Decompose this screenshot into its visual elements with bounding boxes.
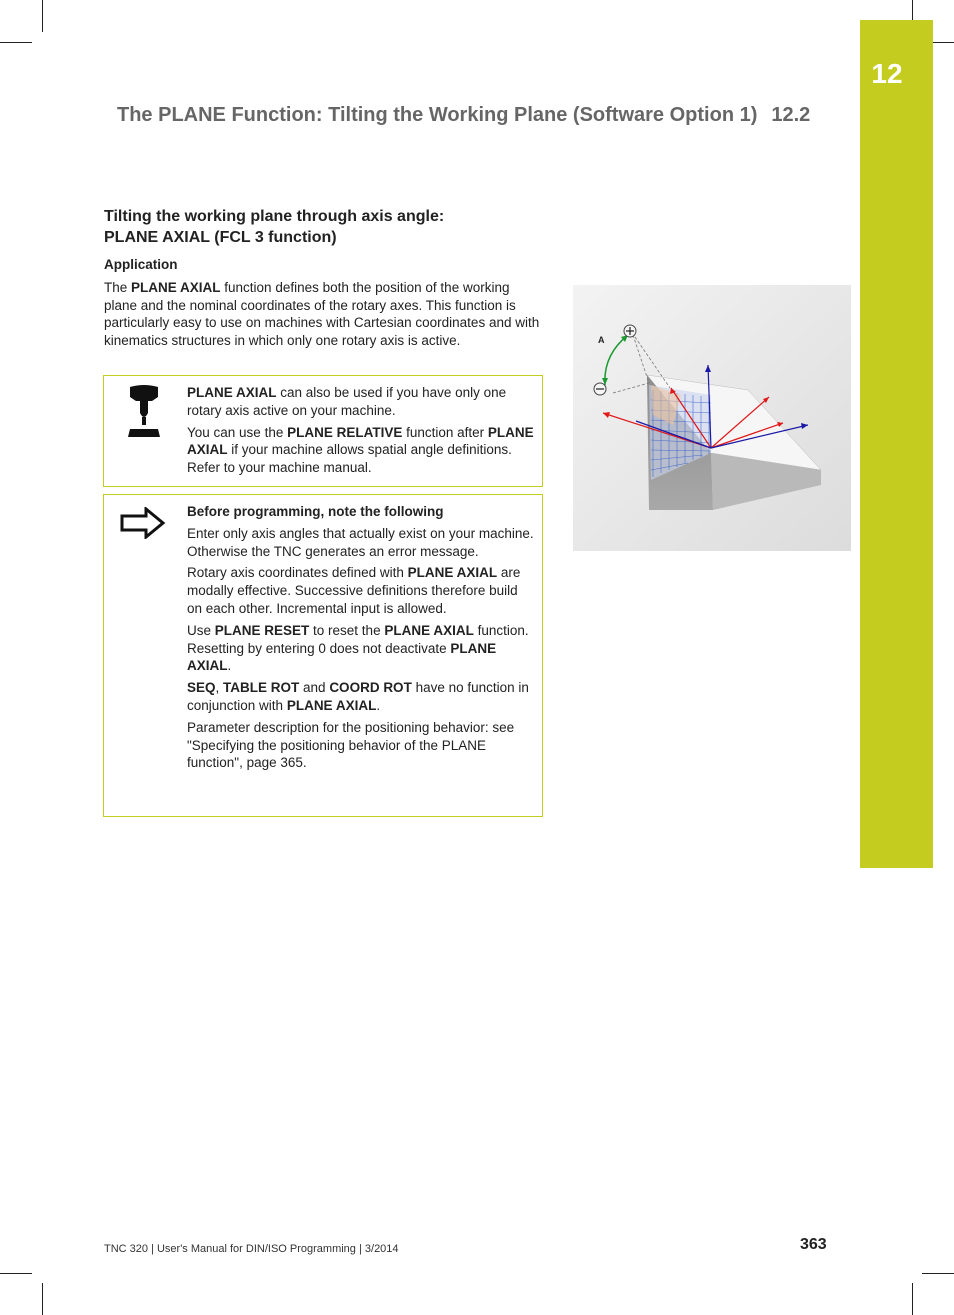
note-text: . (376, 697, 381, 713)
minus-icon (594, 383, 606, 395)
note-text: have no function in conjunction with (187, 680, 529, 713)
keyword: PLANE AXIAL (187, 385, 277, 400)
note-text: to reset the (309, 622, 385, 638)
keyword: PLANE AXIAL (187, 424, 534, 458)
crop-mark (0, 1273, 32, 1274)
keyword: SEQ (187, 680, 216, 696)
crop-mark (922, 1273, 954, 1274)
chapter-number: 12 (871, 58, 903, 89)
keyword: PLANE RELATIVE (287, 424, 403, 440)
plus-icon (624, 325, 636, 337)
subheading: Application (104, 257, 178, 272)
running-head-section: 12.2 (771, 104, 811, 126)
tilted-plane-illustration (573, 285, 851, 551)
running-head (117, 104, 810, 127)
intro-paragraph (104, 279, 546, 349)
intro-text: The (104, 280, 132, 295)
keyword: TABLE ROT (223, 680, 300, 696)
section-heading-line2: PLANE AXIAL (FCL 3 function) (104, 229, 337, 246)
keyword: PLANE AXIAL (286, 697, 377, 713)
note-text: You can use the (187, 424, 288, 440)
note-content (187, 495, 542, 784)
section-heading-line1: Tilting the working plane through axis angle: (104, 208, 445, 225)
note-title: Before programming, note the following (187, 504, 444, 519)
note-text: are modally effective. Successive definitions therefore build on each other. Incremental input is allowed. (187, 565, 521, 616)
note-text: Enter only axis angles that actually exist on your machine. Otherwise the TNC generates an error message. (187, 525, 534, 559)
page-number: 363 (800, 1236, 827, 1253)
note-text: , (215, 680, 224, 696)
note-text: Parameter description for the positioning behavior: see "Specifying the positioning behavior of the PLANE function", page 365. (187, 719, 515, 771)
keyword: COORD ROT (329, 680, 412, 696)
crop-mark (42, 0, 43, 32)
keyword: PLANE AXIAL (131, 280, 221, 295)
note-text: function. Resetting by entering 0 does not deactivate (187, 622, 529, 656)
crop-mark (42, 1283, 43, 1315)
axis-a-label: A (598, 335, 605, 345)
note-text: and (299, 680, 330, 696)
section-heading (104, 206, 444, 248)
crop-mark (0, 42, 32, 43)
keyword: PLANE AXIAL (187, 640, 497, 674)
note-icon-area (104, 495, 186, 816)
keyword: PLANE RESET (214, 622, 310, 638)
chapter-tab (860, 20, 933, 868)
keyword: PLANE AXIAL (384, 622, 474, 638)
note-text: . (227, 658, 232, 674)
page-footer: TNC 320 | User's Manual for DIN/ISO Programming | 3/2014 (104, 1243, 399, 1255)
note-icon-area (104, 376, 186, 486)
note-text: Use (187, 622, 215, 638)
machine-tool-icon (124, 385, 164, 441)
note-text: if your machine allows spatial angle definitions. Refer to your machine manual. (187, 442, 512, 476)
machine-note-box (103, 375, 543, 487)
running-head-title: The PLANE Function: Tilting the Working Plane (Software Option 1) (117, 104, 758, 126)
intro-text: function defines both the position of the working plane and the nominal coordinates of the rotary axes. This function is particularly easy to use on machines with Cartesian coordinates and with kinematics structures in which only one rotary axis is active. (104, 280, 540, 348)
crop-mark (912, 1283, 913, 1315)
note-content (187, 376, 542, 489)
arrow-right-icon (120, 507, 166, 539)
plane-axial-figure (573, 285, 851, 551)
keyword: PLANE AXIAL (407, 565, 498, 581)
programming-note-box (103, 494, 543, 817)
note-text: can also be used if you have only one rotary axis active on your machine. (187, 385, 507, 418)
note-text: function after (402, 424, 488, 440)
note-text: Rotary axis coordinates defined with (187, 565, 408, 581)
